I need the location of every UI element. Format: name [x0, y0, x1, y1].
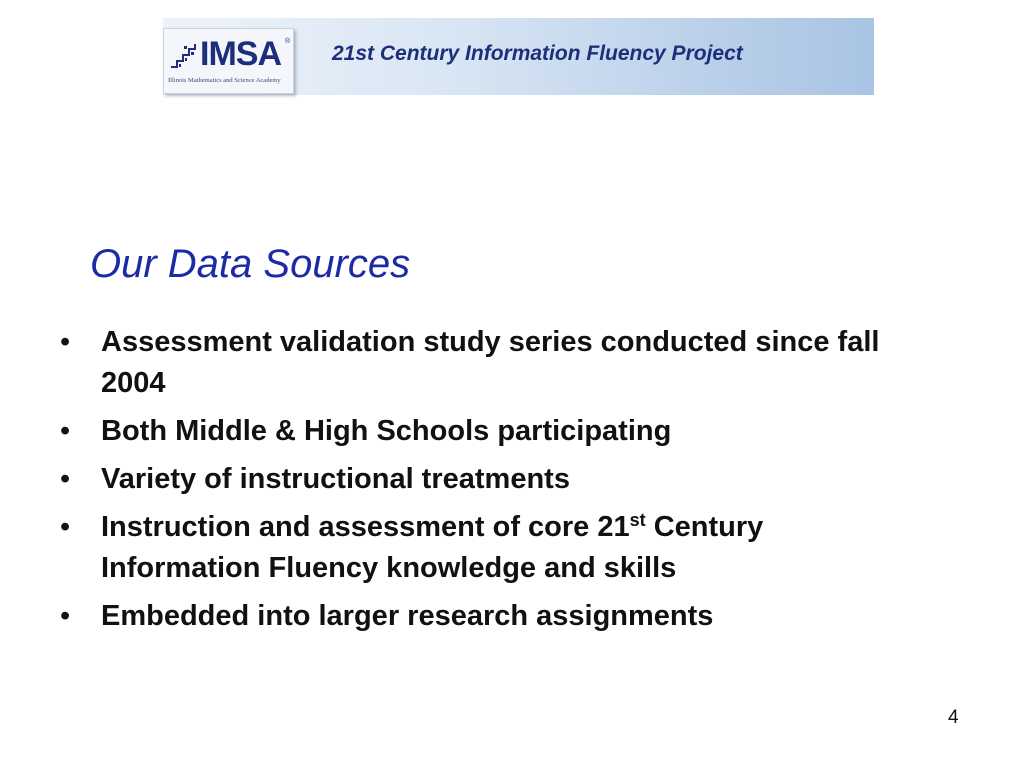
steps-icon: [170, 43, 200, 69]
bullet-text: [101, 511, 763, 584]
bullet-marker: •: [60, 415, 71, 447]
imsa-logo: [163, 28, 294, 94]
bullet-item: [56, 507, 926, 589]
header-banner: [163, 18, 874, 95]
bullet-marker: •: [60, 600, 71, 632]
bullet-item: [56, 596, 926, 637]
slide-title: Our Data Sources: [90, 242, 411, 286]
page-number: 4: [948, 707, 959, 728]
registered-mark: ®: [285, 38, 291, 45]
bullet-text: Assessment validation study series conducted since fall 2004: [101, 326, 880, 399]
bullet-text: Embedded into larger research assignments: [101, 600, 714, 632]
ordinal-suffix: st: [629, 510, 646, 530]
bullet-text-before: Instruction and assessment of core 21: [101, 511, 630, 543]
logo-subtitle: Illinois Mathematics and Science Academy: [168, 77, 281, 84]
bullet-marker: •: [60, 511, 71, 543]
bullet-text: Both Middle & High Schools participating: [101, 415, 672, 447]
bullet-marker: •: [60, 463, 71, 495]
bullet-text: Variety of instructional treatments: [101, 463, 570, 495]
bullet-item: [56, 459, 926, 500]
bullet-item: [56, 411, 926, 452]
banner-title: 21st Century Information Fluency Project: [332, 42, 743, 65]
bullet-text-after: Century Information Fluency knowledge and skills: [101, 511, 764, 584]
bullet-item: [56, 322, 926, 404]
logo-wordmark: IMSA: [200, 35, 281, 73]
bullet-marker: •: [60, 326, 71, 358]
bullet-list: [56, 322, 926, 644]
